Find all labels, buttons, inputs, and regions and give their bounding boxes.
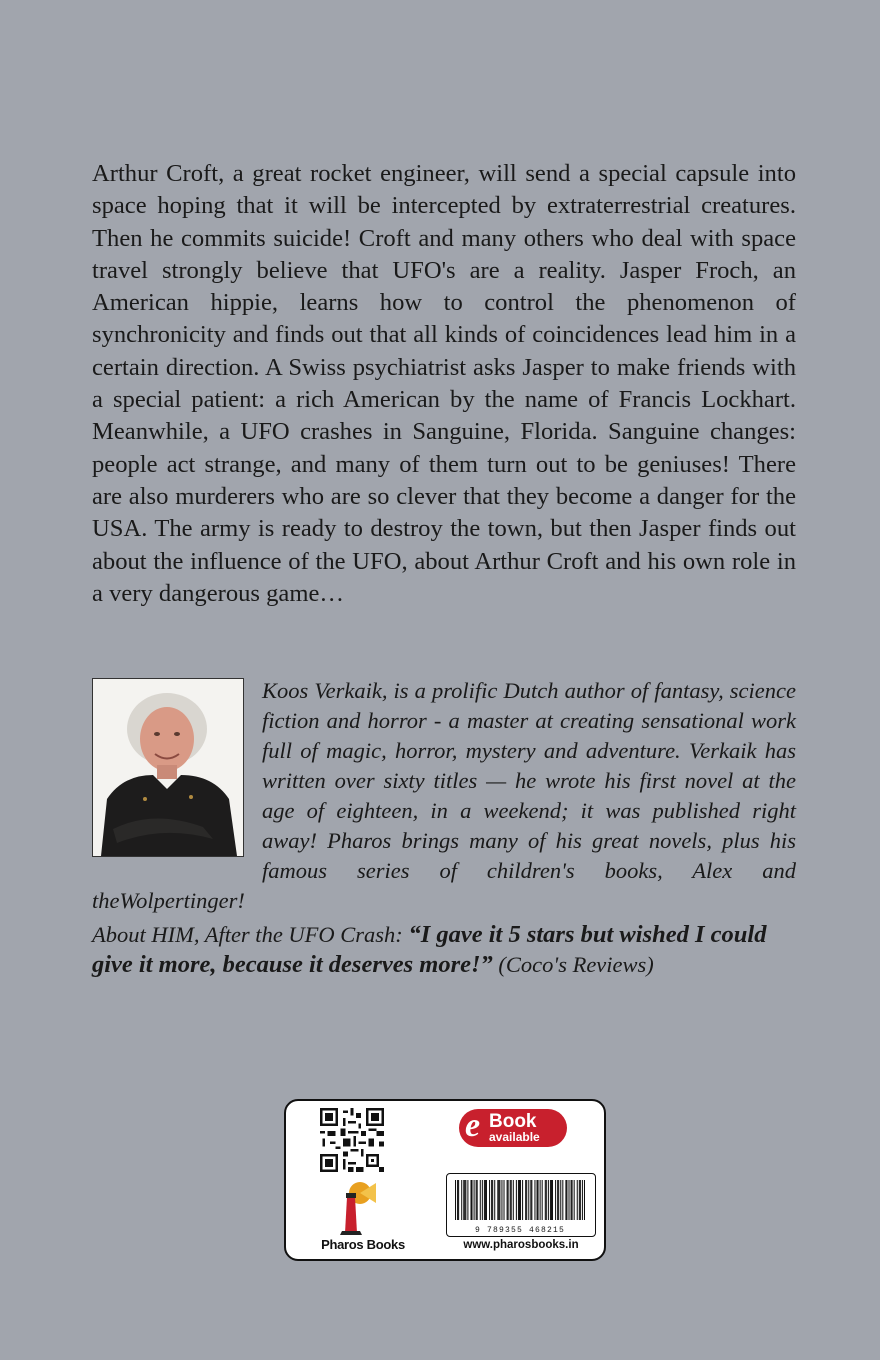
barcode-bar <box>499 1180 500 1220</box>
barcode-bar <box>494 1180 495 1220</box>
review-source: (Coco's Reviews) <box>498 952 654 977</box>
barcode-bar <box>551 1180 552 1220</box>
barcode-bar <box>582 1180 583 1220</box>
barcode-bar <box>497 1180 498 1220</box>
barcode-bar <box>507 1180 508 1220</box>
barcode-bar <box>522 1180 523 1220</box>
barcode-bar <box>577 1180 578 1220</box>
barcode-bar <box>457 1180 458 1220</box>
barcode-bar <box>557 1180 558 1220</box>
ebook-available-badge <box>459 1109 567 1147</box>
publisher-website: www.pharosbooks.in <box>463 1239 579 1251</box>
isbn-number: 9 789355 468215 <box>474 1226 565 1235</box>
barcode-bar <box>489 1180 490 1220</box>
ebook-letter: e <box>465 1107 481 1144</box>
barcode-bar <box>508 1180 509 1220</box>
barcode-bar <box>491 1180 492 1220</box>
review-prefix: About HIM, After the UFO Crash: <box>92 922 409 947</box>
barcode-bar <box>572 1180 573 1220</box>
barcode-bar <box>516 1180 517 1220</box>
barcode-bar <box>485 1180 486 1220</box>
barcode-bar <box>562 1180 563 1220</box>
barcode-bar <box>534 1180 535 1220</box>
barcode-bar <box>511 1180 512 1220</box>
author-section <box>92 676 796 980</box>
author-photo <box>92 678 244 857</box>
barcode-bar <box>525 1180 526 1220</box>
barcode-bar <box>550 1180 551 1220</box>
barcode-bar <box>477 1180 478 1220</box>
barcode-bar <box>584 1180 585 1220</box>
barcode-bar <box>568 1180 569 1220</box>
synopsis-text: Arthur Croft, a great rocket engineer, will send a special capsule into space hoping that it will be intercepted by extraterrestrial creatures. Then he commits suicide! Croft and many others who deal with space travel strongly believe that UFO's are a reality. Jasper Froch, an American hippie, learns how to control the phenomenon of synchronicity and finds out that all kinds of coincidences lead him in a certain direction. A Swiss psychiatrist asks Jasper to make friends with a special patient: a rich American by the name of Francis Lockhart. Meanwhile, a UFO crashes in Sanguine, Florida. Sanguine changes: people act strange, and many of them turn out to be geniuses! There are also murderers who are so clever that they become a danger for the USA. The army is ready to destroy the town, but then Jasper finds out about the influence of the UFO, about Arthur Croft and his own role in a very dangerous game… <box>92 160 796 607</box>
barcode-bar <box>513 1180 514 1220</box>
barcode-bar <box>545 1180 546 1220</box>
barcode-bar <box>518 1180 519 1220</box>
barcode-bar <box>458 1180 459 1220</box>
barcode-bar <box>519 1180 520 1220</box>
pharos-lighthouse-logo <box>330 1181 378 1237</box>
barcode-bar <box>476 1180 477 1220</box>
barcode-bar <box>528 1180 529 1220</box>
review-quote: “I gave it 5 stars but wished I could give it more, because it deserves more!” <box>92 921 767 978</box>
barcode-bar <box>548 1180 549 1220</box>
barcode-bar <box>540 1180 541 1220</box>
barcode-bar <box>538 1180 539 1220</box>
ebook-available-label: available <box>489 1130 540 1144</box>
barcode-bar <box>480 1180 481 1220</box>
barcode-bar <box>560 1180 561 1220</box>
barcode-bar <box>472 1180 473 1220</box>
barcode-bar <box>464 1180 465 1220</box>
barcode-bar <box>474 1180 475 1220</box>
barcode-bar <box>520 1180 521 1220</box>
barcode-bar <box>531 1180 532 1220</box>
barcode-bar <box>526 1180 527 1220</box>
barcode-bar <box>492 1180 493 1220</box>
barcode-bar <box>503 1180 504 1220</box>
barcode-bar <box>579 1180 580 1220</box>
publisher-box <box>284 1099 606 1261</box>
barcode-bar <box>566 1180 567 1220</box>
barcode-bars <box>455 1180 585 1220</box>
author-bio: Koos Verkaik, is a prolific Dutch author of fantasy, science fiction and horror - a master at creating sensational work full of magic, horror, mystery and adventure. Verkaik has written over sixty titles — he wrote his first novel at the age of eighteen, in a weekend; it was published right away! Pharos brings many of his great novels, plus his famous series of children's books, Alex and theWolpertinger! <box>92 678 796 913</box>
barcode-bar <box>565 1180 566 1220</box>
barcode-bar <box>580 1180 581 1220</box>
barcode-bar <box>484 1180 485 1220</box>
barcode-bar <box>537 1180 538 1220</box>
barcode-bar <box>574 1180 575 1220</box>
barcode-bar <box>486 1180 487 1220</box>
barcode-bar <box>546 1180 547 1220</box>
barcode-bar <box>467 1180 468 1220</box>
barcode-bar <box>558 1180 559 1220</box>
barcode-bar <box>530 1180 531 1220</box>
barcode-bar <box>571 1180 572 1220</box>
barcode-bar <box>470 1180 471 1220</box>
barcode-bar <box>501 1180 502 1220</box>
barcode-bar <box>498 1180 499 1220</box>
barcode-bar <box>465 1180 466 1220</box>
barcode-bar <box>552 1180 553 1220</box>
barcode-bar <box>542 1180 543 1220</box>
isbn-barcode <box>446 1173 596 1237</box>
review-line <box>92 920 796 980</box>
barcode-bar <box>463 1180 464 1220</box>
qr-code-icon <box>320 1108 384 1172</box>
barcode-bar <box>461 1180 462 1220</box>
barcode-bar <box>455 1180 456 1220</box>
publisher-name: Pharos Books <box>321 1237 405 1252</box>
ebook-word: Book <box>489 1111 537 1132</box>
barcode-bar <box>555 1180 556 1220</box>
barcode-bar <box>482 1180 483 1220</box>
barcode-bar <box>510 1180 511 1220</box>
